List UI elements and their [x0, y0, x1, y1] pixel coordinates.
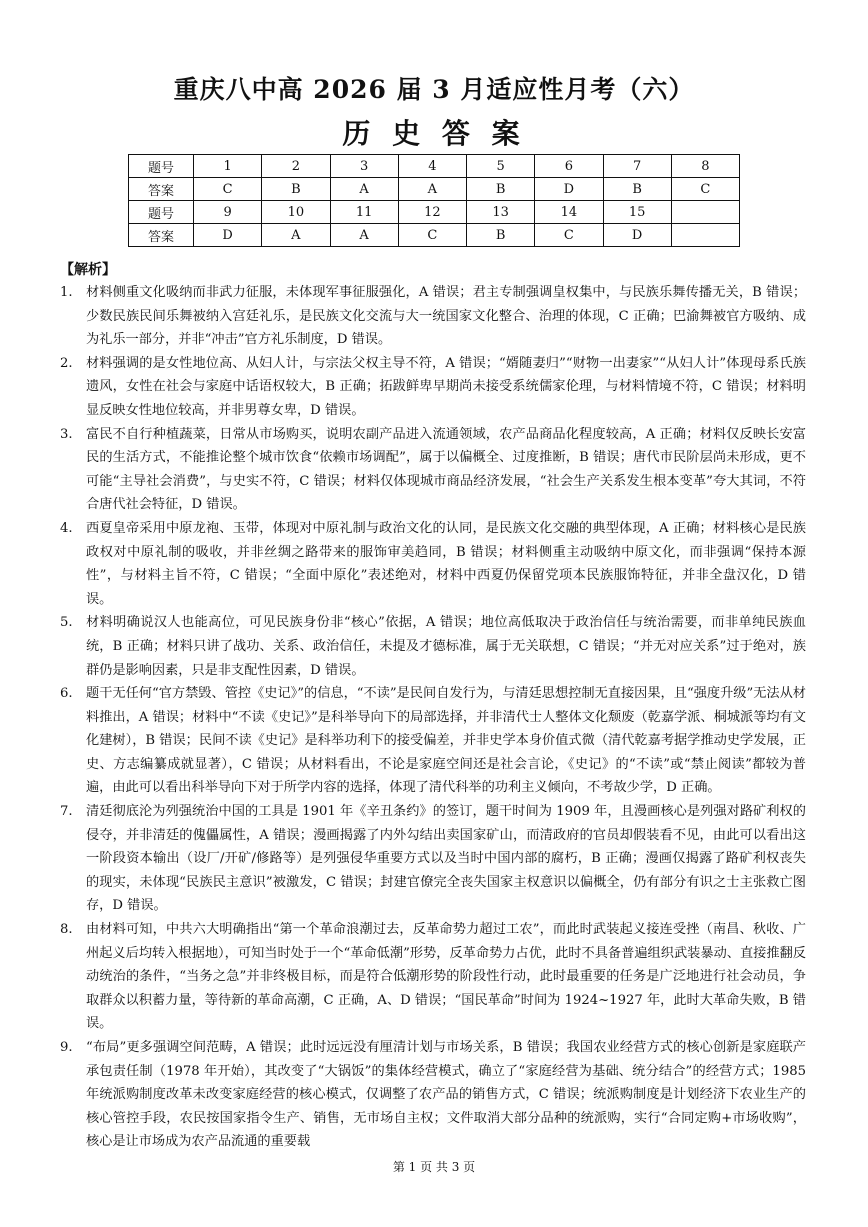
answer-table-cell: A — [330, 178, 398, 201]
analysis-item-number: 7. — [60, 804, 73, 820]
analysis-item-number: 8. — [60, 922, 73, 938]
analysis-item-text: 材料侧重文化吸纳而非武力征服，未体现军事征服强化，A 错误；君主专制强调皇权集中，与民族乐舞传播无关，B 错误；少数民族民间乐舞被纳入宫廷礼乐，是民族文化交流与大一统国家文化整合、治理的体现，C 正确；巴渝舞被官方吸纳、成为礼乐一部分，并非“冲击”官方礼乐制度，D 错误。 — [86, 285, 806, 348]
answer-table-cell: C — [194, 178, 262, 201]
answer-table-cell: 4 — [398, 155, 466, 178]
analysis-item-number: 1. — [60, 285, 73, 300]
answer-table-cell: B — [262, 178, 330, 201]
answer-table-cell: C — [535, 224, 603, 247]
analysis-item — [60, 611, 806, 682]
analysis-item — [60, 281, 806, 352]
analysis-list — [60, 281, 806, 1154]
answer-table-cell — [671, 224, 739, 247]
answer-table-cell: B — [603, 178, 671, 201]
analysis-item — [60, 423, 806, 517]
answer-table-row — [129, 178, 740, 201]
answer-table-row — [129, 201, 740, 224]
analysis-item-text: “布局”更多强调空间范畴，A 错误；此时远远没有厘清计划与市场关系，B 错误；我国农业经营方式的核心创新是家庭联产承包责任制（1978 年开始），其改变了“大锅饭”的集体经营模式，确立了“家庭经营为基础、统分结合”的经营方式；1985 年统派购制度改革未改变家庭经营的核心模式，仅调整了农产品的销售方式，C 错误；统派购制度是计划经济下农业生产的核心管控手段，农民按国家指令生产、销售，无市场自主权；文件取消大部分品种的统派购，实行“合同定购+市场收购”，核心是让市场成为农产品流通的重要载 — [86, 1040, 806, 1150]
answer-table-cell: 3 — [330, 155, 398, 178]
analysis-item-number: 6. — [60, 686, 73, 702]
analysis-heading: 【解析】 — [60, 262, 116, 278]
answer-table-cell: 7 — [603, 155, 671, 178]
answer-table-cell: D — [535, 178, 603, 201]
analysis-item-number: 5. — [60, 615, 73, 631]
analysis-item-text: 西夏皇帝采用中原龙袍、玉带，体现对中原礼制与政治文化的认同，是民族文化交融的典型体现，A 正确；材料核心是民族政权对中原礼制的吸收，并非丝绸之路带来的服饰审美趋同，B 错误；材料侧重主动吸纳中原文化，而非强调“保持本源性”，与材料主旨不符，C 错误；“全面中原化”表述绝对，材料中西夏仍保留党项本民族服饰特征，并非全盘汉化，D 错误。 — [86, 520, 806, 607]
answer-table-row-label: 答案 — [129, 224, 194, 247]
analysis-item — [60, 682, 806, 800]
analysis-item — [60, 800, 806, 918]
answer-table-row-label: 题号 — [129, 201, 194, 224]
answer-table-row — [129, 224, 740, 247]
subject-title: 历 史 答 案 — [342, 117, 526, 150]
answer-table-cell: 1 — [194, 155, 262, 178]
answer-table-cell: C — [398, 224, 466, 247]
answer-table-row — [129, 155, 740, 178]
analysis-item-number: 4. — [60, 520, 73, 536]
answer-table-cell: C — [671, 178, 739, 201]
answer-table-cell: 15 — [603, 201, 671, 224]
analysis-item-number: 9. — [60, 1040, 73, 1055]
answer-table-cell: 11 — [330, 201, 398, 224]
analysis-item-text: 清廷彻底沦为列强统治中国的工具是 1901 年《辛丑条约》的签订，题干时间为 1909 年，且漫画核心是列强对路矿利权的侵夺，并非清廷的傀儡属性，A 错误；漫画揭露了内外勾结出卖国家矿山，而清政府的官员却假装看不见，由此可以看出这一阶段资本输出（设厂/开矿/修路等）是列强侵华重要方式以及当时中国内部的腐朽，B 正确；漫画仅揭露了路矿利权丧失的现实，未体现“民族民主意识”被激发，C 错误；封建官僚完全丧失国家主权意识以偏概全，仍有部分有识之士主张救亡图存，D 错误。 — [86, 804, 806, 914]
analysis-item-number: 3. — [60, 426, 73, 442]
answer-table — [128, 154, 740, 247]
answer-table-cell: 8 — [671, 155, 739, 178]
page-footer: 第 1 页 共 3 页 — [392, 1160, 476, 1174]
answer-table-cell: 10 — [262, 201, 330, 224]
answer-table-cell: D — [603, 224, 671, 247]
analysis-item — [60, 1036, 806, 1154]
analysis-item-text: 材料明确说汉人也能高位，可见民族身份非“核心”依据，A 错误；地位高低取决于政治信任与统治需要，而非单纯民族血统，B 正确；材料只讲了战功、关系、政治信任，未提及才德标准，属于无关联想，C 错误；“并无对应关系”过于绝对，族群仍是影响因素，只是非支配性因素，D 错误。 — [86, 615, 806, 678]
answer-table-cell: 12 — [398, 201, 466, 224]
answer-table-row-label: 答案 — [129, 178, 194, 201]
analysis-item-text: 题干无任何“官方禁毁、管控《史记》”的信息，“不读”是民间自发行为，与清廷思想控制无直接因果，且“强度升级”无法从材料推出，A 错误；材料中“不读《史记》”是科举导向下的局部选择，并非清代士人整体文化颓废（乾嘉学派、桐城派等均有文化建树），B 错误；民间不读《史记》是科举功利下的接受偏差，并非史学本身价值式微（清代乾嘉考据学推动史学发展，正史、方志编纂成就显著），C 错误；从材料看出，不论是家庭空间还是社会言论，《史记》的“不读”或“禁止阅读”都较为普遍，由此可以看出科举导向下对于所学内容的选择，体现了清代科举的功利主义倾向，不考故少学，D 正确。 — [86, 686, 806, 796]
answer-table-cell: 6 — [535, 155, 603, 178]
analysis-item-number: 2. — [60, 355, 73, 371]
answer-table-cell: B — [467, 224, 535, 247]
answer-table-cell: A — [262, 224, 330, 247]
answer-table-row-label: 题号 — [129, 155, 194, 178]
answer-table-cell: 2 — [262, 155, 330, 178]
answer-table-cell: B — [467, 178, 535, 201]
answer-table-cell — [671, 201, 739, 224]
answer-table-cell: 13 — [467, 201, 535, 224]
answer-table-cell: 14 — [535, 201, 603, 224]
document-title: 重庆八中高 2026 届 3 月适应性月考（六） — [173, 75, 695, 104]
analysis-item-text: 由材料可知，中共六大明确指出“第一个革命浪潮过去，反革命势力超过工农”，而此时武装起义接连受挫（南昌、秋收、广州起义后均转入根据地），可知当时处于一个“革命低潮”形势，反革命势力占优，此时不具备普遍组织武装暴动、直接推翻反动统治的条件，“当务之急”并非终极目标，而是符合低潮形势的阶段性行动，此时最重要的任务是广泛地进行社会动员，争取群众以积蓄力量，等待新的革命高潮，C 正确，A、D 错误；“国民革命”时间为 1924~1927 年，此时大革命失败，B 错误。 — [86, 922, 806, 1032]
answer-table-cell: D — [194, 224, 262, 247]
answer-table-cell: A — [398, 178, 466, 201]
analysis-item-text: 材料强调的是女性地位高、从妇人计，与宗法父权主导不符，A 错误；“婿随妻归”“财物一出妻家”“从妇人计”体现母系氏族遗风，女性在社会与家庭中话语权较大，B 正确；拓跋鲜卑早期尚未接受系统儒家伦理，与材料情境不符，C 错误；材料明显反映女性地位较高，并非男尊女卑，D 错误。 — [86, 355, 806, 418]
answer-table-cell: 9 — [194, 201, 262, 224]
analysis-item — [60, 918, 806, 1036]
answer-table-cell: 5 — [467, 155, 535, 178]
analysis-item — [60, 517, 806, 611]
answer-table-cell: A — [330, 224, 398, 247]
analysis-item-text: 富民不自行种植蔬菜，日常从市场购买，说明农副产品进入流通领域，农产品商品化程度较高，A 正确；材料仅反映长安富民的生活方式，不能推论整个城市饮食“依赖市场调配”，属于以偏概全、过度推断，B 错误；唐代市民阶层尚未形成，更不可能“主导社会消费”，与史实不符，C 错误；材料仅体现城市商品经济发展，“社会生产关系发生根本变革”夸大其词，不符合唐代社会特征，D 错误。 — [86, 426, 806, 513]
analysis-item — [60, 352, 806, 423]
